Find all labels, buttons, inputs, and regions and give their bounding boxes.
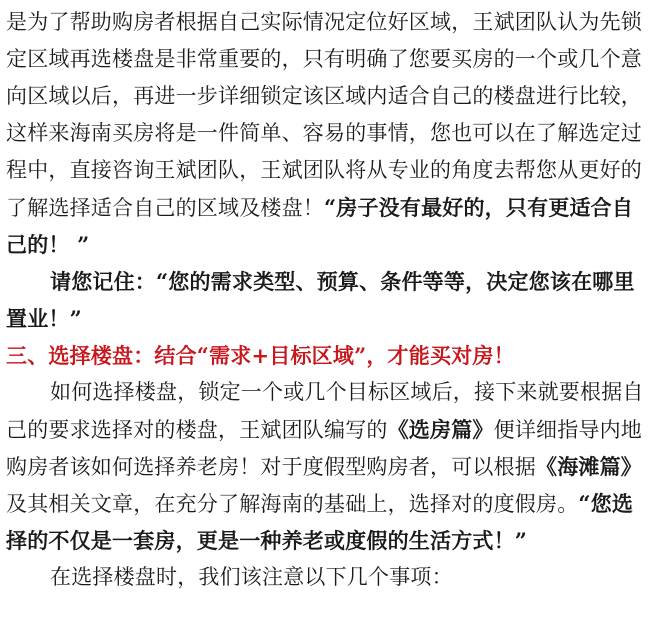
- emphasis-quote: “您选: [578, 491, 634, 516]
- paragraph-text: 及其相关文章，在充分了解海南的基础上，选择对的度假房。: [6, 492, 579, 516]
- book-title-xuanfang: 《选房篇》: [387, 417, 494, 442]
- paragraph-line: 在选择楼盘时，我们该注意以下几个事项：: [50, 565, 453, 589]
- reminder-quote-end: 置业！”: [6, 306, 82, 331]
- paragraph-line: [6, 411, 654, 448]
- paragraph-line: [6, 485, 654, 522]
- paragraph-text: 己的要求选择对的楼盘，王斌团队编写的: [6, 418, 388, 442]
- paragraph-line: 如何选择楼盘，锁定一个或几个目标区域后，接下来就要根据自: [50, 380, 644, 404]
- reminder-line: [6, 263, 654, 300]
- paragraph-line: 定区域再选楼盘是非常重要的，只有明确了您要买房的一个或几个意: [6, 47, 642, 71]
- paragraph-line: 是为了帮助购房者根据自己实际情况定位好区域，王斌团队认为先锁: [6, 10, 642, 34]
- section-heading: 三、选择楼盘：结合“需求+目标区域”，才能买对房！: [6, 343, 515, 368]
- paragraph-text: 便详细指导内地: [493, 418, 643, 442]
- paragraph-text: 购房者该如何选择养老房！对于度假型购房者，可以根据: [6, 455, 536, 479]
- book-title-haitan: 《海滩篇》: [536, 454, 642, 479]
- paragraph-text: 了解选择适合自己的区域及楼盘！: [6, 196, 324, 220]
- paragraph-line: 这样来海南买房将是一件简单、容易的事情，您也可以在了解选定过: [6, 121, 642, 145]
- paragraph-line: 程中，直接咨询王斌团队，王斌团队将从专业的角度去帮您从更好的: [6, 158, 642, 182]
- paragraph-line: [6, 448, 654, 485]
- paragraph-line: 向区域以后，再进一步详细锁定该区域内适合自己的楼盘进行比较，: [6, 84, 642, 108]
- emphasis-quote: 己的！ ”: [6, 232, 90, 257]
- reminder-quote: “您的需求类型、预算、条件等等，决定您该在哪里: [156, 269, 635, 294]
- reminder-label: 请您记住：: [50, 269, 156, 294]
- emphasis-quote: 择的不仅是一套房，更是一种养老或度假的生活方式！”: [6, 528, 528, 553]
- emphasis-quote: “房子没有最好的，只有更适合自: [324, 195, 634, 220]
- paragraph-line: [6, 189, 654, 226]
